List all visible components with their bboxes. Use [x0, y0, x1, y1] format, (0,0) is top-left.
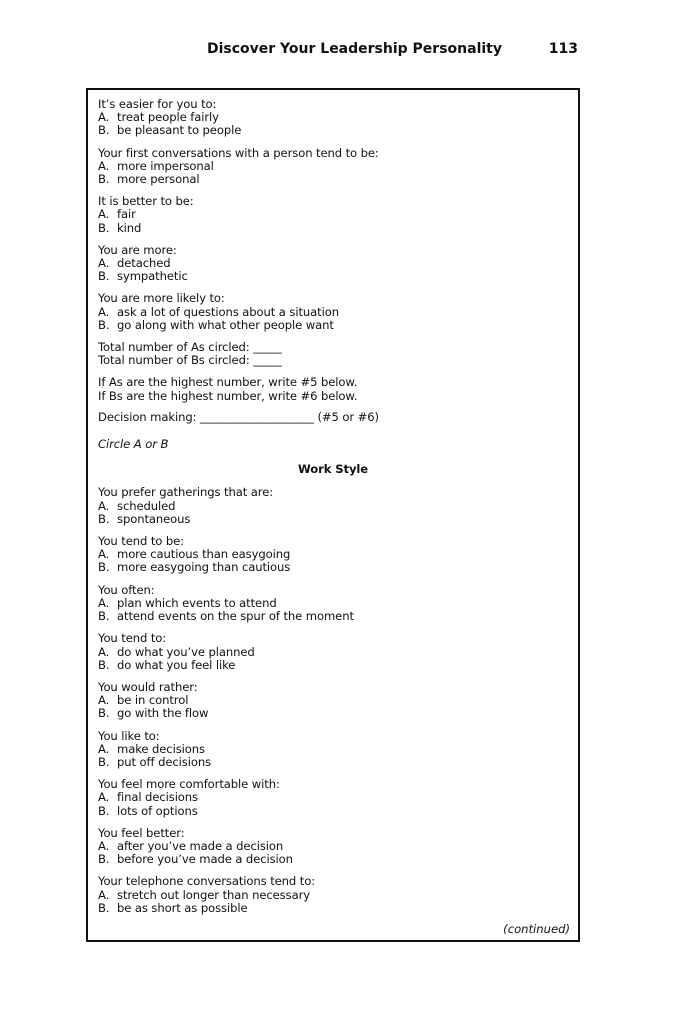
option-letter: B.	[98, 123, 110, 138]
question-prompt: You feel more comfortable with:	[98, 777, 280, 792]
option-b[interactable]	[98, 756, 568, 769]
question-item	[98, 778, 568, 818]
option-b[interactable]	[98, 707, 568, 720]
option-letter: B.	[98, 657, 110, 672]
total-bs-line: Total number of Bs circled: _____	[98, 353, 282, 368]
option-b[interactable]	[98, 805, 568, 818]
question-prompt: You like to:	[98, 728, 160, 743]
question-item	[98, 195, 568, 235]
option-text: lots of options	[117, 803, 198, 818]
question-item	[98, 292, 568, 332]
option-text: go along with what other people want	[117, 317, 334, 332]
question-prompt: You are more:	[98, 242, 177, 257]
option-text: ask a lot of questions about a situation	[117, 304, 339, 319]
question-item	[98, 535, 568, 575]
option-text: put off decisions	[117, 754, 212, 769]
question-prompt: You are more likely to:	[98, 291, 225, 306]
option-text: more easygoing than cautious	[117, 560, 291, 575]
decision-question-list	[98, 98, 568, 332]
rule-as: If As are the highest number, write #5 below.	[98, 375, 358, 390]
question-item	[98, 244, 568, 284]
question-prompt: You would rather:	[98, 679, 198, 694]
option-text: do what you feel like	[117, 657, 236, 672]
option-b[interactable]	[98, 853, 568, 866]
option-letter: A.	[98, 595, 110, 610]
continued-note: (continued)	[503, 922, 570, 936]
option-letter: A.	[98, 693, 110, 708]
option-letter: B.	[98, 560, 110, 575]
option-text: plan which events to attend	[117, 595, 277, 610]
question-item	[98, 875, 568, 915]
question-prompt: Your telephone conversations tend to:	[98, 874, 316, 889]
question-prompt: You prefer gatherings that are:	[98, 485, 274, 500]
total-as-line: Total number of As circled: _____	[98, 340, 282, 355]
option-text: go with the flow	[117, 706, 209, 721]
option-b[interactable]	[98, 222, 568, 235]
option-text: sympathetic	[117, 269, 188, 284]
option-letter: B.	[98, 852, 110, 867]
option-b[interactable]	[98, 610, 568, 623]
page-number: 113	[548, 41, 578, 57]
question-prompt: It is better to be:	[98, 194, 194, 209]
question-item	[98, 681, 568, 721]
question-item	[98, 632, 568, 672]
page-header	[0, 41, 682, 61]
questionnaire-box	[86, 88, 580, 942]
option-text: more cautious than easygoing	[117, 547, 291, 562]
option-b[interactable]	[98, 561, 568, 574]
option-letter: A.	[98, 304, 110, 319]
option-text: scheduled	[117, 498, 176, 513]
question-item	[98, 147, 568, 187]
option-b[interactable]	[98, 124, 568, 137]
option-letter: B.	[98, 269, 110, 284]
option-letter: B.	[98, 754, 110, 769]
questionnaire-content	[98, 98, 568, 924]
option-a[interactable]	[98, 208, 568, 221]
option-letter: A.	[98, 790, 110, 805]
question-prompt: You tend to:	[98, 631, 167, 646]
option-text: do what you’ve planned	[117, 644, 255, 659]
question-item	[98, 584, 568, 624]
option-text: spontaneous	[117, 511, 191, 526]
option-text: be pleasant to people	[117, 123, 242, 138]
option-text: before you’ve made a decision	[117, 852, 293, 867]
running-title: Discover Your Leadership Personality	[206, 41, 502, 57]
option-letter: B.	[98, 220, 110, 235]
option-letter: A.	[98, 644, 110, 659]
option-letter: A.	[98, 158, 110, 173]
option-text: more personal	[117, 172, 200, 187]
question-item	[98, 827, 568, 867]
option-b[interactable]	[98, 513, 568, 526]
option-letter: B.	[98, 900, 110, 915]
option-text: make decisions	[117, 741, 205, 756]
option-letter: A.	[98, 110, 110, 125]
option-letter: B.	[98, 609, 110, 624]
option-b[interactable]	[98, 659, 568, 672]
question-prompt: Your first conversations with a person tend to be:	[98, 145, 379, 160]
decision-making-line: Decision making: ____________________ (#5 or #6)	[98, 409, 379, 424]
instruction-text: Circle A or B	[98, 437, 169, 452]
option-letter: A.	[98, 547, 110, 562]
option-letter: B.	[98, 172, 110, 187]
option-letter: A.	[98, 741, 110, 756]
option-letter: A.	[98, 207, 110, 222]
option-text: more impersonal	[117, 158, 214, 173]
section-title: Work Style	[297, 462, 369, 477]
work-question-list	[98, 486, 568, 914]
question-prompt: You tend to be:	[98, 534, 184, 549]
option-letter: B.	[98, 803, 110, 818]
option-letter: B.	[98, 317, 110, 332]
option-b[interactable]	[98, 319, 568, 332]
question-item	[98, 98, 568, 138]
option-text: fair	[117, 207, 136, 222]
option-letter: B.	[98, 511, 110, 526]
option-text: final decisions	[117, 790, 198, 805]
option-letter: A.	[98, 498, 110, 513]
question-prompt: You often:	[98, 582, 155, 597]
option-b[interactable]	[98, 270, 568, 283]
option-text: be as short as possible	[117, 900, 248, 915]
option-text: be in control	[117, 693, 189, 708]
option-text: stretch out longer than necessary	[117, 887, 310, 902]
option-letter: A.	[98, 256, 110, 271]
option-b[interactable]	[98, 902, 568, 915]
question-prompt: It’s easier for you to:	[98, 97, 217, 111]
question-item	[98, 730, 568, 770]
option-text: treat people fairly	[117, 110, 219, 125]
question-item	[98, 486, 568, 526]
option-letter: A.	[98, 887, 110, 902]
question-prompt: You feel better:	[98, 825, 185, 840]
option-letter: A.	[98, 838, 110, 853]
option-text: attend events on the spur of the moment	[117, 609, 354, 624]
option-text: kind	[117, 220, 142, 235]
option-text: detached	[117, 256, 171, 271]
option-text: after you’ve made a decision	[117, 838, 284, 853]
option-b[interactable]	[98, 173, 568, 186]
rule-bs: If Bs are the highest number, write #6 below.	[98, 388, 358, 403]
option-letter: B.	[98, 706, 110, 721]
